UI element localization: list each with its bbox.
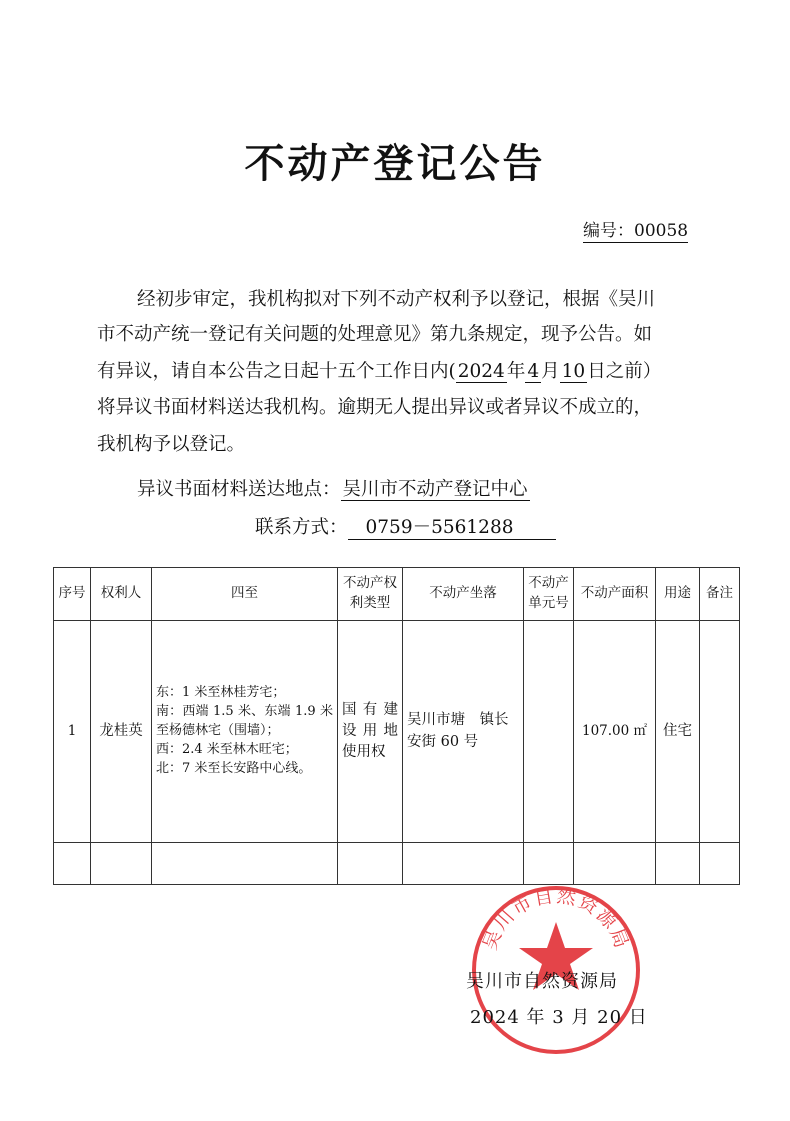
header-remark: 备注 xyxy=(700,568,740,621)
header-usage: 用途 xyxy=(656,568,700,621)
cell-empty xyxy=(54,843,91,885)
header-location: 不动产坐落 xyxy=(403,568,524,621)
header-area: 不动产面积 xyxy=(574,568,656,621)
month-char: 月 xyxy=(541,361,560,382)
body-line-3-post: 日之前） xyxy=(587,361,662,382)
cell-owner: 龙桂英 xyxy=(91,621,152,843)
serial-number: 编号：00058 xyxy=(583,216,688,243)
cell-location: 吴川市塘 镇长安街 60 号 xyxy=(403,621,524,843)
seal-arc-text: 吴川市自然资源局 xyxy=(478,884,634,953)
header-unit-no: 不动产单元号 xyxy=(524,568,574,621)
contact-label: 联系方式： xyxy=(255,517,348,538)
contact-phone: 0759－5561288 xyxy=(348,513,556,540)
issue-date: 2024 年 3 月 20 日 xyxy=(470,1007,648,1028)
issuer-name: 吴川市自然资源局 xyxy=(466,971,618,992)
delivery-location: 吴川市不动产登记中心 xyxy=(342,479,528,500)
cell-area: 107.00 ㎡ xyxy=(574,621,656,843)
cell-remark xyxy=(700,621,740,843)
cell-usage: 住宅 xyxy=(656,621,700,843)
cell-empty xyxy=(700,843,740,885)
body-line-1: 经初步审定，我机构拟对下列不动产权利予以登记，根据《吴川 xyxy=(137,289,656,310)
header-boundary: 四至 xyxy=(152,568,338,621)
delivery-line xyxy=(137,475,530,501)
body-line-3 xyxy=(97,357,661,383)
cell-right-type: 国有建设用地使用权 xyxy=(338,621,403,843)
deadline-day: 10 xyxy=(561,361,586,382)
cell-empty xyxy=(91,843,152,885)
contact-line xyxy=(255,513,556,540)
delivery-label: 异议书面材料送达地点： xyxy=(137,479,341,500)
page-title: 不动产登记公告 xyxy=(244,140,546,187)
cell-empty xyxy=(338,843,403,885)
body-line-2: 市不动产统一登记有关问题的处理意见》第九条规定，现予公告。如 xyxy=(97,324,653,345)
cell-empty xyxy=(403,843,524,885)
body-line-4: 将异议书面材料送达我机构。逾期无人提出异议或者异议不成立的， xyxy=(97,397,653,418)
table-row-empty xyxy=(54,843,740,885)
cell-boundary xyxy=(152,621,338,843)
boundary-south: 南：西端 1.5 米、东端 1.9 米至杨德林宅（围墙）； xyxy=(156,704,333,739)
body-line-3-pre: 有异议，请自本公告之日起十五个工作日内( xyxy=(97,361,456,382)
cell-empty xyxy=(152,843,338,885)
table-row xyxy=(54,621,740,843)
body-line-5: 我机构予以登记。 xyxy=(97,434,246,455)
cell-unit-no xyxy=(524,621,574,843)
table-header-row xyxy=(54,568,740,621)
deadline-month: 4 xyxy=(527,361,540,382)
header-no: 序号 xyxy=(54,568,91,621)
year-char: 年 xyxy=(506,361,526,382)
header-right-type: 不动产权利类型 xyxy=(338,568,403,621)
registration-table xyxy=(53,567,740,885)
cell-empty xyxy=(656,843,700,885)
cell-no: 1 xyxy=(54,621,91,843)
deadline-year: 2024 xyxy=(457,361,505,382)
boundary-north: 北：7 米至长安路中心线。 xyxy=(156,760,312,776)
cell-empty xyxy=(574,843,656,885)
boundary-west: 西：2.4 米至林木旺宅； xyxy=(156,741,298,757)
boundary-east: 东：1 米至林桂芳宅； xyxy=(156,685,286,701)
header-owner: 权利人 xyxy=(91,568,152,621)
cell-empty xyxy=(524,843,574,885)
